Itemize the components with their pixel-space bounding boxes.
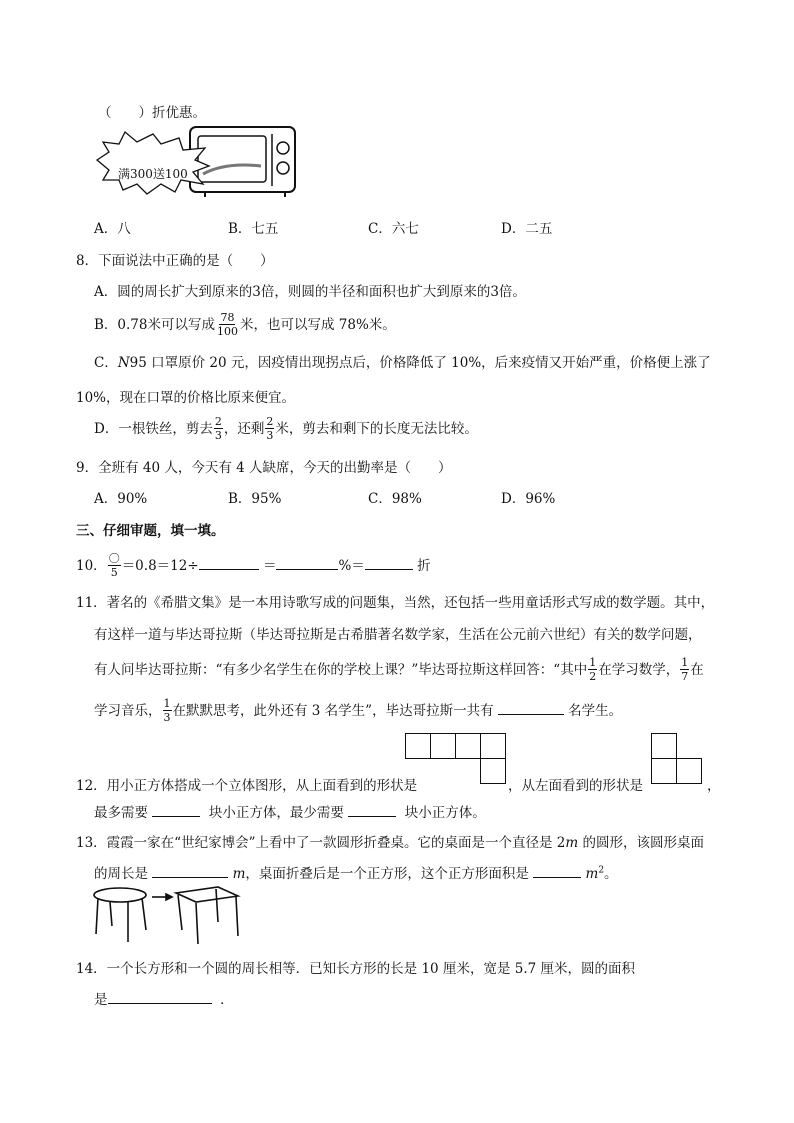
q8-option-c-line1: C．N95 口罩原价 20 元，因疫情出现拐点后，价格降低了 10%，后来疫情又开始严重，价格便上涨了 (94, 355, 711, 371)
answer-blank[interactable] (199, 557, 259, 570)
answer-blank[interactable] (533, 865, 581, 878)
q7-option-b: B．七五 (228, 221, 279, 237)
q8-option-d: D．一根铁丝，剪去 $\frac{2}{3}$ ，还剩 $\frac{2}{3}$ 米，剪去和剩下的长度无法比较。 (94, 415, 478, 442)
fraction-78-100: $\frac{78}{100}$ (216, 311, 238, 338)
q9-option-a: A．90% (94, 491, 148, 507)
q11-line3: 有人问毕达哥拉斯：“有多少名学生在你的学校上课？”毕达哥拉斯这样回答：“其中 $\frac{1}{2}$ 在学习数学， $\frac{1}{7}$ 在 (94, 656, 704, 683)
q7-option-c: C．六七 (368, 221, 419, 237)
fraction-2-3-a: $\frac{2}{3}$ (214, 415, 222, 442)
promo-badge-text: 满300送100 (118, 167, 188, 181)
q12-line2: 最多需要 块小正方体，最少需要 块小正方体。 (94, 805, 486, 821)
q11-line2: 有这样一道与毕达哥拉斯（毕达哥拉斯是古希腊著名数学家，生活在公元前六世纪）有关的数学问题， (94, 627, 702, 643)
q12-line1-end: ， (707, 778, 721, 794)
q9-stem: 9．全班有 40 人，今天有 4 人缺席，今天的出勤率是（ ） (76, 460, 452, 476)
q7-option-a: A．八 (94, 221, 131, 237)
left-view-grid (651, 733, 705, 785)
q8-option-a: A．圆的周长扩大到原来的3倍，则圆的半径和面积也扩大到原来的3倍。 (94, 284, 526, 300)
q8-stem: 8．下面说法中正确的是（ ） (76, 253, 274, 269)
q9-option-d: D．96% (501, 491, 556, 507)
q12-line1-mid: ，从左面看到的形状是 (508, 778, 643, 794)
fraction-o-5: $\frac{\text{〇}}{5}$ (108, 552, 120, 579)
q7-stem-tail: （ ）折优惠。 (98, 105, 206, 121)
q11-line4: 学习音乐， $\frac{1}{3}$ 在默默思考，此外还有 3 名学生”，毕达哥拉斯一共有 名学生。 (94, 697, 623, 724)
answer-blank[interactable] (348, 804, 396, 817)
answer-blank[interactable] (152, 804, 200, 817)
answer-blank[interactable] (498, 702, 564, 715)
q14-line2: 是 ． (94, 992, 234, 1008)
fraction-2-3-b: $\frac{2}{3}$ (266, 415, 274, 442)
q14-line1: 14．一个长方形和一个圆的周长相等．已知长方形的长是 10 厘米，宽是 5.7 厘米，圆的面积 (76, 961, 635, 977)
answer-blank[interactable] (276, 557, 338, 570)
q13-line2: 的周长是 m，桌面折叠后是一个正方形，这个正方形面积是 $m^2$。 (94, 865, 618, 882)
q8-option-b: B．0.78米可以写成 $\frac{78}{100}$ 米，也可以写成 78%米。 (94, 311, 396, 338)
q9-option-c: C．98% (368, 491, 422, 507)
q11-line1: 11．著名的《希腊文集》是一本用诗歌写成的问题集，当然，还包括一些用童话形式写成的数学题。其中， (76, 595, 715, 611)
q12-line1: 12．用小正方体搭成一个立体图形，从上面看到的形状是 (76, 778, 418, 794)
top-view-grid (405, 733, 507, 785)
microwave-drawing (95, 122, 305, 202)
fraction-1-7: $\frac{1}{7}$ (681, 656, 689, 683)
q10: 10． $\frac{\text{〇}}{5}$ ＝0.8＝12÷ ＝ %＝ 折 (76, 552, 431, 579)
folding-table-illustration (88, 882, 248, 948)
answer-blank[interactable] (108, 991, 212, 1004)
q8-option-c-line2: 10%，现在口罩的价格比原来便宜。 (76, 390, 296, 406)
section-3-title: 三、仔细审题，填一填。 (76, 523, 225, 539)
q7-option-d: D．二五 (501, 221, 553, 237)
fraction-1-3: $\frac{1}{3}$ (163, 697, 171, 724)
q9-option-b: B．95% (228, 491, 282, 507)
microwave-illustration (95, 122, 305, 202)
answer-blank[interactable] (152, 865, 228, 878)
answer-blank[interactable] (365, 557, 413, 570)
q13-line1: 13．霞霞一家在“世纪家博会”上看中了一款圆形折叠桌。它的桌面是一个直径是 2m 的圆形，该圆形桌面 (76, 835, 704, 851)
fraction-1-2: $\frac{1}{2}$ (589, 656, 597, 683)
